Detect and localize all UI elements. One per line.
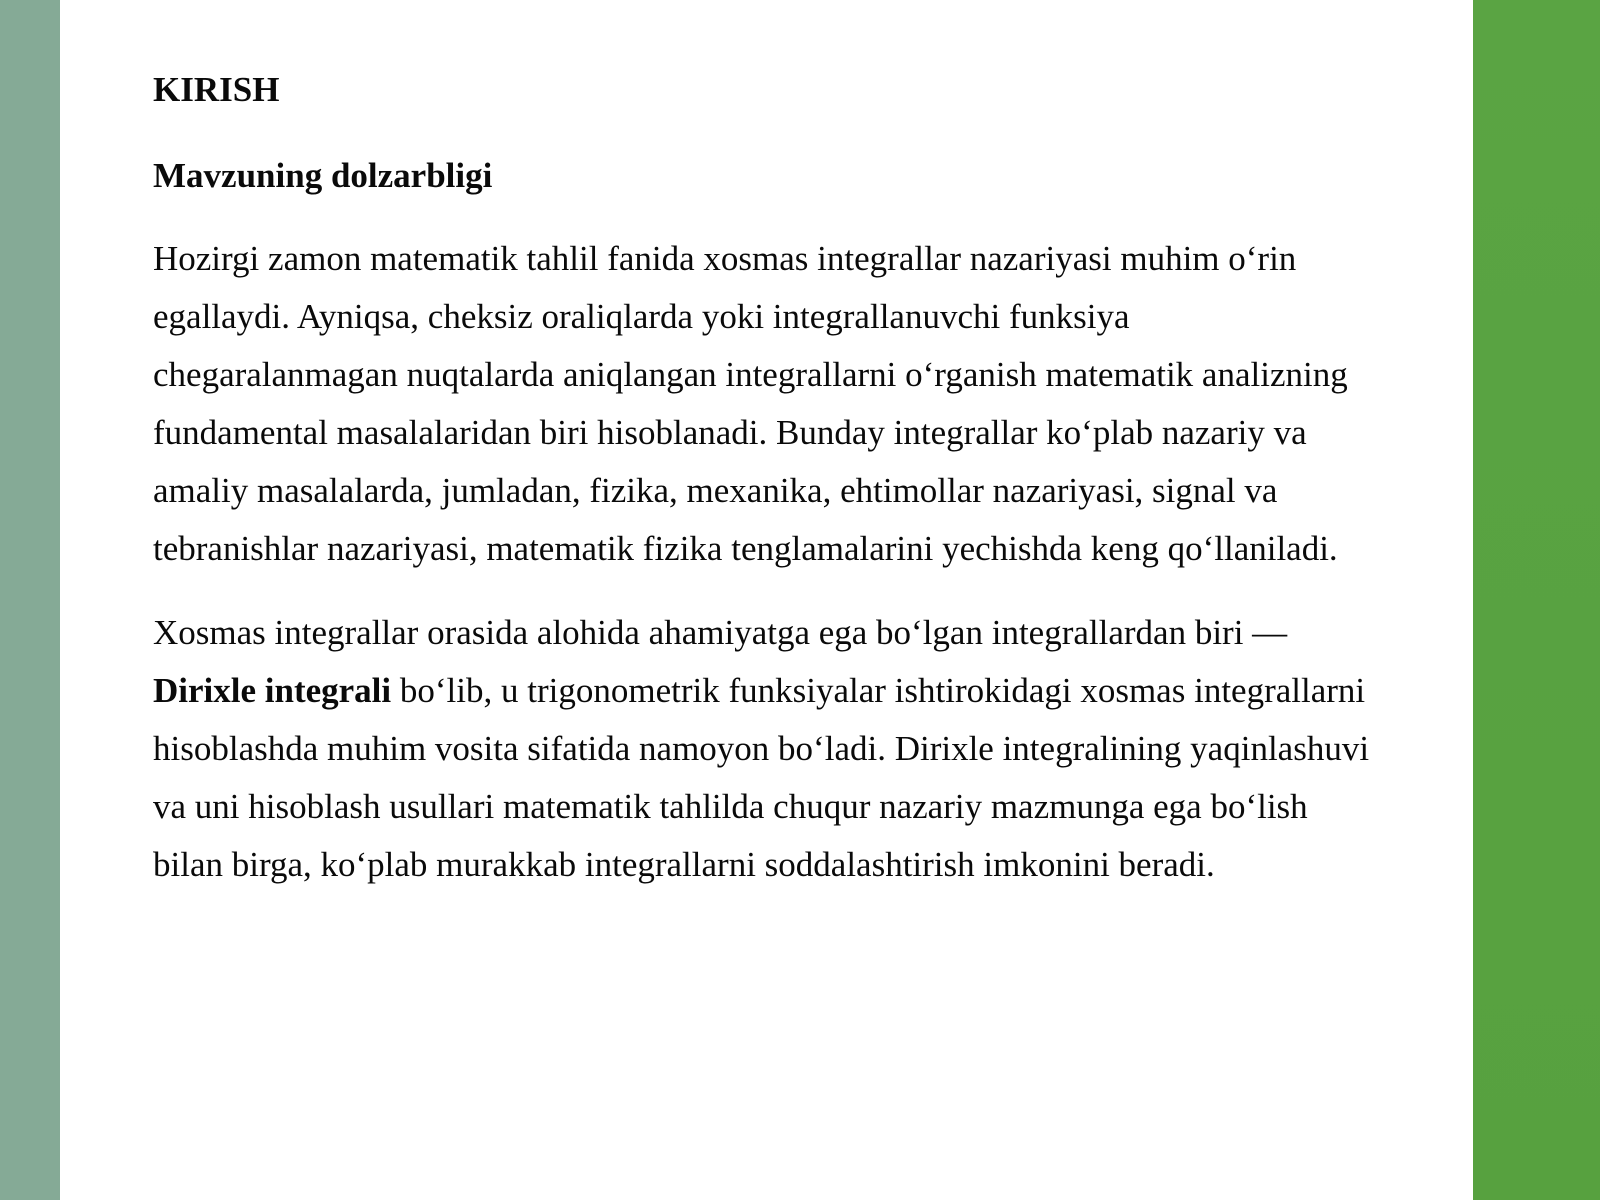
document-page	[60, 0, 1473, 1200]
dirichlet-integral-term: Dirixle integrali	[153, 671, 392, 710]
right-background-strip	[1473, 0, 1600, 1200]
paragraph-relevance: Hozirgi zamon matematik tahlil fanida xosmas integrallar nazariyasi muhim o‘rin egallaydi. Ayniqsa, cheksiz oraliqlarda yoki integrallanuvchi funksiya chegaralanmagan nuqtalarda aniqlangan integrallarni o‘rganish matematik analizning fundamental masalalaridan biri hisoblanadi. Bunday integrallar ko‘plab nazariy va amaliy masalalarda, jumladan, fizika, mexanika, ehtimollar nazariyasi, signal va tebranishlar nazariyasi, matematik fizika tenglamalarini yechishda keng qo‘llaniladi.	[153, 239, 1348, 568]
paragraph-dirichlet-text-end: bo‘lib, u trigonometrik funksiyalar ishtirokidagi xosmas integrallarni hisoblashda muhim vosita sifatida namoyon bo‘ladi. Dirixle integralining yaqinlashuvi va uni hisoblash usullari matematik tahlilda chuqur nazariy mazmunga ega bo‘lish bilan birga, ko‘plab murakkab integrallarni soddalashtirish imkonini beradi.	[153, 671, 1370, 884]
document-content	[153, 66, 1383, 894]
section-heading: KIRISH	[153, 70, 280, 109]
paragraph-dirichlet	[153, 604, 1383, 894]
left-background-strip	[0, 0, 60, 1200]
subsection-heading: Mavzuning dolzarbligi	[153, 156, 493, 195]
paragraph-dirichlet-text-start: Xosmas integrallar orasida alohida ahamiyatga ega bo‘lgan integrallardan biri —	[153, 613, 1288, 652]
